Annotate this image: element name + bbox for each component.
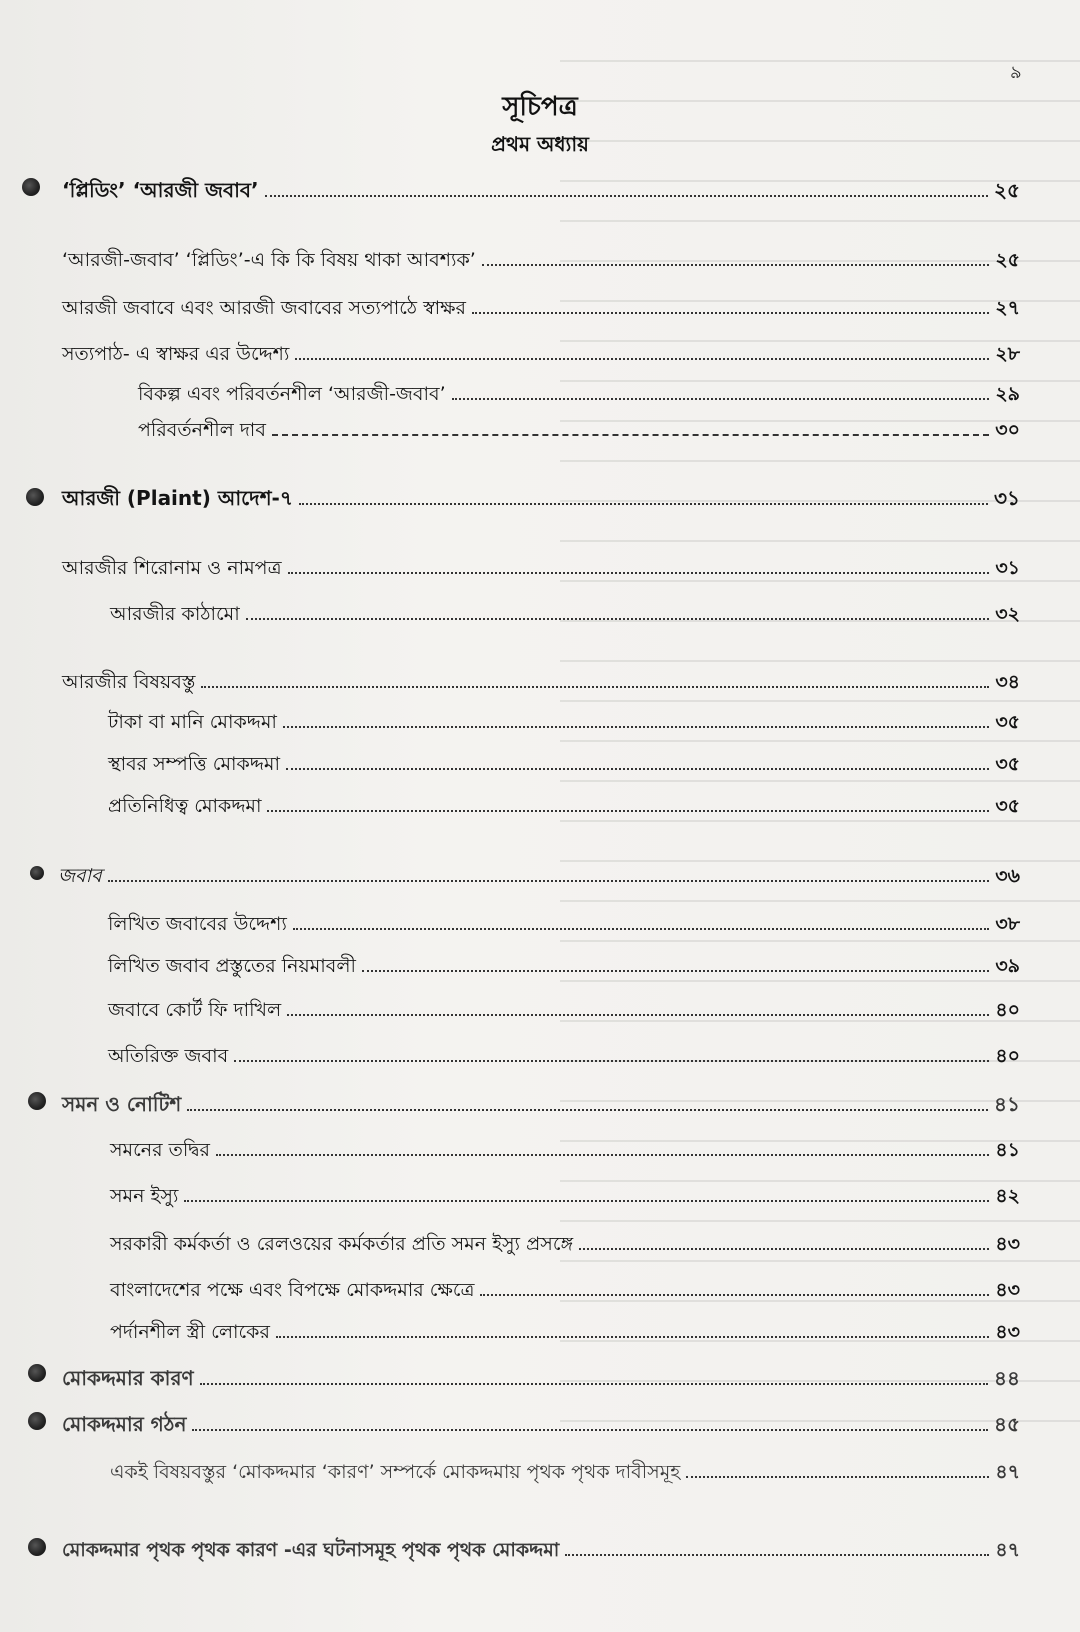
- toc-entry: [62, 246, 1020, 276]
- dot-leader: [187, 1109, 988, 1111]
- toc-entry: [110, 1318, 1020, 1348]
- toc-entry-page: ৪৩: [995, 1279, 1020, 1301]
- toc-entry-label: বিকল্প এবং পরিবর্তনশীল ‘আরজী-জবাব’: [138, 383, 446, 405]
- dot-leader: [565, 1554, 989, 1556]
- toc-entry: [62, 294, 1020, 324]
- toc-entry-page: ২৫: [995, 249, 1020, 271]
- toc-entry-page: ৪১: [995, 1139, 1020, 1161]
- toc-entry-label: লিখিত জবাবের উদ্দেশ্য: [108, 913, 287, 935]
- toc-entry-label: আরজীর কাঠামো: [110, 603, 240, 625]
- toc-entry: [108, 952, 1020, 982]
- dot-leader: [686, 1476, 989, 1478]
- toc-entry-label: সমন ইস্যু: [110, 1185, 179, 1207]
- toc-entry: [62, 176, 1020, 206]
- dot-leader: [482, 264, 989, 266]
- toc-entry-page: ২৫: [994, 178, 1020, 202]
- toc-entry-label: অতিরিক্ত জবাব: [108, 1045, 229, 1067]
- toc-entry-page: ৩৫: [995, 795, 1020, 817]
- toc-entry-page: ৩৯: [995, 955, 1020, 977]
- toc-entry-label: মোকদ্দমার কারণ: [62, 1366, 194, 1390]
- toc-entry: [62, 1536, 1020, 1566]
- toc-entry-label: স্থাবর সম্পত্তি মোকদ্দমা: [108, 753, 280, 775]
- toc-entry-page: ৪৩: [995, 1233, 1020, 1255]
- toc-entry-label: সমন ও নোটিশ: [62, 1092, 182, 1116]
- toc-entry-label: পরিবর্তনশীল দাব: [138, 419, 266, 441]
- toc-entry-label: পর্দানশীল স্ত্রী লোকের: [110, 1321, 270, 1343]
- dot-leader: [192, 1429, 988, 1431]
- toc-entry-page: ৪২: [995, 1185, 1020, 1207]
- dot-leader: [267, 810, 989, 812]
- dot-leader: [299, 503, 988, 505]
- bullet-icon: [26, 488, 44, 506]
- toc-entry-page: ২৯: [995, 383, 1020, 405]
- dot-leader: [472, 312, 989, 314]
- toc-entry-label: টাকা বা মানি মোকদ্দমা: [108, 711, 277, 733]
- toc-entry: [62, 554, 1020, 584]
- toc-entry: [110, 1276, 1020, 1306]
- bullet-icon: [22, 178, 40, 196]
- toc-entry-page: ৪০: [995, 999, 1020, 1021]
- dot-leader: [200, 1383, 988, 1385]
- toc-entry-label: আরজী (Plaint) আদেশ-৭: [62, 486, 293, 510]
- dot-leader: [287, 1014, 989, 1016]
- dot-leader: [108, 880, 990, 882]
- toc-entry-label: আরজীর বিষয়বস্তু: [62, 671, 196, 693]
- toc-entry-page: ৪১: [994, 1092, 1020, 1116]
- dot-leader: [452, 398, 990, 400]
- toc-entry-label: মোকদ্দমার গঠন: [62, 1412, 187, 1436]
- toc-entry-label: সরকারী কর্মকর্তা ও রেলওয়ের কর্মকর্তার প্রতি সমন ইস্যু প্রসঙ্গে: [110, 1233, 574, 1255]
- toc-entry-label: একই বিষয়বস্তুর ‘মোকদ্দমার ‘কারণ’ সম্পর্কে মোকদ্দমায় পৃথক পৃথক দাবীসমূহ: [110, 1461, 681, 1483]
- toc-entry-page: ৩২: [995, 603, 1020, 625]
- toc-entry: [62, 1364, 1020, 1394]
- toc-entry: [62, 668, 1020, 698]
- dot-leader: [288, 572, 990, 574]
- dot-leader: [283, 726, 989, 728]
- toc-entry-page: ৪০: [995, 1045, 1020, 1067]
- toc-entry-page: ৩৫: [995, 711, 1020, 733]
- toc-entry: [58, 862, 1020, 892]
- toc-entry-label: ‘প্লিডিং’ ‘আরজী জবাব’: [62, 178, 259, 202]
- toc-entry-page: ৩১: [995, 557, 1020, 579]
- toc-entry-page: ৪৭: [995, 1461, 1020, 1483]
- toc-entry-label: ‘আরজী-জবাব’ ‘প্লিডিং’-এ কি কি বিষয় থাকা আবশ্যক’: [62, 249, 476, 271]
- toc-entry-label: জবাবে কোর্ট ফি দাখিল: [108, 999, 282, 1021]
- dot-leader: [480, 1294, 989, 1296]
- toc-entry: [138, 416, 1020, 446]
- toc-entry-label: লিখিত জবাব প্রস্তুতের নিয়মাবলী: [108, 955, 356, 977]
- toc-entry: [108, 1042, 1020, 1072]
- bullet-icon: [30, 866, 44, 880]
- toc-entry-page: ২৮: [995, 343, 1020, 365]
- toc-entry-label: জবাব: [58, 865, 102, 887]
- bullet-icon: [28, 1538, 46, 1556]
- toc-entry: [62, 1410, 1020, 1440]
- page-title: সূচিপত্র: [502, 92, 578, 122]
- toc-entry-page: ৩০: [995, 419, 1020, 441]
- toc-entry-page: ৩৮: [995, 913, 1020, 935]
- toc-entry: [110, 1230, 1020, 1260]
- toc-entry: [108, 910, 1020, 940]
- toc-entry: [110, 1136, 1020, 1166]
- toc-entry-label: মোকদ্দমার পৃথক পৃথক কারণ -এর ঘটনাসমূহ পৃথক পৃথক মোকদ্দমা: [62, 1539, 560, 1561]
- toc-entry-label: বাংলাদেশের পক্ষে এবং বিপক্ষে মোকদ্দমার ক্ষেত্রে: [110, 1279, 475, 1301]
- toc-entry-page: ৩৪: [995, 671, 1020, 693]
- bullet-icon: [28, 1364, 46, 1382]
- toc-entry-page: ৪৩: [995, 1321, 1020, 1343]
- toc-entry-label: প্রতিনিধিত্ব মোকদ্দমা: [108, 795, 262, 817]
- dot-leader: [295, 358, 989, 360]
- toc-entry-label: আরজীর শিরোনাম ও নামপত্র: [62, 557, 282, 579]
- toc-entry-label: আরজী জবাবে এবং আরজী জবাবের সত্যপাঠে স্বাক্ষর: [62, 297, 467, 319]
- dot-leader: [265, 195, 988, 197]
- toc-entry: [110, 1182, 1020, 1212]
- toc-entry: [62, 340, 1020, 370]
- dot-leader: [246, 618, 990, 620]
- toc-entry-page: ৩৫: [995, 753, 1020, 775]
- toc-entry: [108, 708, 1020, 738]
- dot-leader: [293, 928, 989, 930]
- toc-entry-label: সমনের তদ্বির: [110, 1139, 211, 1161]
- toc-entry: [62, 484, 1020, 514]
- toc-entry-page: ৪৫: [994, 1412, 1020, 1436]
- dot-leader: [362, 970, 989, 972]
- dot-leader: [216, 1154, 989, 1156]
- dash-leader: [272, 434, 989, 436]
- bullet-icon: [28, 1092, 46, 1110]
- toc-entry: [108, 996, 1020, 1026]
- page-number: ৯: [1010, 62, 1022, 83]
- toc-entry: [110, 1458, 1020, 1488]
- dot-leader: [286, 768, 989, 770]
- toc-entry-page: ৪৪: [994, 1366, 1020, 1390]
- toc-entry: [110, 600, 1020, 630]
- toc-entry: [108, 750, 1020, 780]
- toc-entry: [62, 1090, 1020, 1120]
- toc-entry-page: ৪৭: [995, 1539, 1020, 1561]
- dot-leader: [276, 1336, 989, 1338]
- toc-entry: [138, 380, 1020, 410]
- chapter-heading: প্রথম অধ্যায়: [491, 132, 589, 156]
- toc-entry-label: সত্যপাঠ- এ স্বাক্ষর এর উদ্দেশ্য: [62, 343, 290, 365]
- dot-leader: [579, 1248, 989, 1250]
- dot-leader: [201, 686, 989, 688]
- dot-leader: [184, 1200, 989, 1202]
- toc-entry-page: ৩৬: [995, 865, 1020, 887]
- toc-entry-page: ৩১: [994, 486, 1020, 510]
- dot-leader: [234, 1060, 989, 1062]
- toc-entry-page: ২৭: [995, 297, 1020, 319]
- bullet-icon: [28, 1412, 46, 1430]
- toc-entry: [108, 792, 1020, 822]
